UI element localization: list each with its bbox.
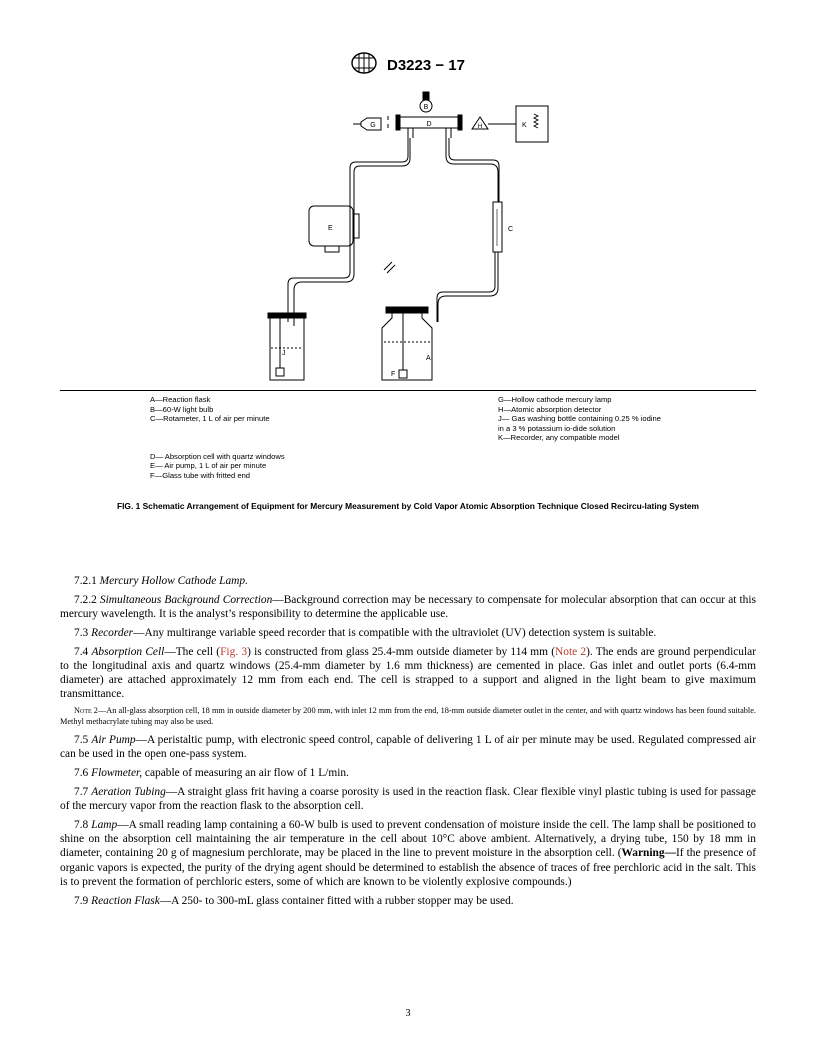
label-c: C bbox=[508, 226, 514, 233]
label-f: F bbox=[391, 371, 396, 378]
legend-item: C—Rotameter, 1 L of air per minute bbox=[150, 414, 270, 424]
section-7-4: 7.4 Absorption Cell—The cell (Fig. 3) is constructed from glass 25.4-mm outside diameter by 114 mm (Note 2). The ends are ground perpendicular to the longitudinal axis and quartz windows (25.4-mm diameter by 1.6 mm thickness) are cemented in place. Gas inlet and outlet ports (6.4-mm diameter) are attached approximately 12 mm from each end. The cell is strapped to a support and aligned in the light beam to give maximum transmittance. bbox=[60, 645, 757, 701]
legend-item: A—Reaction flask bbox=[150, 395, 211, 404]
document-designation: D3223 − 17 bbox=[387, 57, 465, 74]
warning-label: Warning— bbox=[621, 847, 676, 860]
label-g: G bbox=[370, 122, 376, 129]
legend-left-column bbox=[150, 395, 400, 481]
fig-3-link[interactable]: Fig. 3 bbox=[220, 645, 248, 658]
figure-caption: FIG. 1 Schematic Arrangement of Equipment for Mercury Measurement by Cold Vapor Atomic Absorption Technique Closed Recircu-lating System bbox=[116, 501, 699, 511]
note-2: Note 2—An all-glass absorption cell, 18 mm in outside diameter by 200 mm, with inlet 12 mm from the end, 18-mm outside diameter outlet in the center, and with quartz windows has been found suitable. Methyl methacrylate tubing may also be used. bbox=[60, 706, 756, 726]
legend-right-column bbox=[498, 395, 668, 443]
label-b: B bbox=[423, 104, 429, 111]
astm-logo-icon bbox=[351, 52, 377, 79]
legend-item: E— Air pump, 1 L of air per minute bbox=[150, 461, 267, 471]
label-d: D bbox=[426, 121, 432, 128]
figure-1-schematic bbox=[240, 86, 580, 391]
section-7-2-2: 7.2.2 Simultaneous Background Correction—Background correction may be necessary to compensate for molecular absorption that can occur at this mercury wavelength. It is the analyst’s responsibility to determine the applicable use. bbox=[60, 593, 756, 620]
section-7-8: 7.8 Lamp—A small reading lamp containing a 60-W bulb is used to prevent condensation of moisture inside the cell. The lamp shall be positioned to shine on the absorption cell maintaining the air temperature in the cell about 10°C above ambient. Alternatively, a drying tube, 150 by 18 mm in diameter, containing 20 g of magnesium perchlorate, may be placed in the line to prevent moisture in the absorption cell. (Warning—If the presence of organic vapors is expected, the purity of the drying agent should be determined to establish the absence of traces of free perchloric acid in the salt. This is to prevent the formation of perchloric esters, some of which are known to be violently explosive compounds.) bbox=[60, 818, 756, 888]
note-2-link[interactable]: Note 2 bbox=[555, 645, 587, 658]
section-7-2-1: 7.2.1 Mercury Hollow Cathode Lamp. bbox=[74, 575, 248, 587]
section-7-3: 7.3 Recorder—Any multirange variable speed recorder that is compatible with the ultraviolet (UV) detection system is suitable. bbox=[74, 626, 657, 639]
legend-item: G—Hollow cathode mercury lamp bbox=[498, 395, 612, 404]
label-k: K bbox=[522, 122, 527, 129]
legend-item: B—60-W light bulb bbox=[150, 404, 214, 414]
label-a: A bbox=[426, 355, 431, 362]
label-j: J bbox=[282, 350, 286, 357]
section-7-5: 7.5 Air Pump—A peristaltic pump, with electronic speed control, capable of delivering 1 L of air per minute may be used. Regulated compressed air can be used in the open one-pass system. bbox=[60, 734, 756, 761]
section-7-7: 7.7 Aeration Tubing—A straight glass frit having a coarse porosity is used in the reaction flask. Clear flexible vinyl plastic tubing is used for passage of the mercury vapor from the reaction flask to the absorption cell. bbox=[60, 785, 756, 813]
legend-item: J— Gas washing bottle containing 0.25 % iodine in a 3 % potassium io-dide solution bbox=[498, 414, 661, 433]
legend-item: F—Glass tube with fritted end bbox=[150, 470, 251, 480]
label-h: H bbox=[477, 124, 483, 130]
recorder-shape bbox=[516, 106, 548, 142]
section-7-9: 7.9 Reaction Flask—A 250- to 300-mL glass container fitted with a rubber stopper may be used. bbox=[74, 894, 514, 907]
gas-washing-bottle-shape bbox=[270, 318, 304, 380]
legend-item: H—Atomic absorption detector bbox=[498, 404, 602, 414]
label-e: E bbox=[328, 225, 333, 232]
page-header bbox=[0, 52, 816, 79]
section-body bbox=[60, 574, 756, 912]
page-number: 3 bbox=[405, 1008, 411, 1019]
rotameter-shape bbox=[493, 202, 502, 252]
legend-item: K—Recorder, any compatible model bbox=[498, 433, 620, 443]
figure-rule bbox=[60, 390, 756, 391]
legend-item: D— Absorption cell with quartz windows bbox=[150, 451, 285, 461]
section-7-6: 7.6 Flowmeter, capable of measuring an air flow of 1 L/min. bbox=[74, 767, 349, 780]
